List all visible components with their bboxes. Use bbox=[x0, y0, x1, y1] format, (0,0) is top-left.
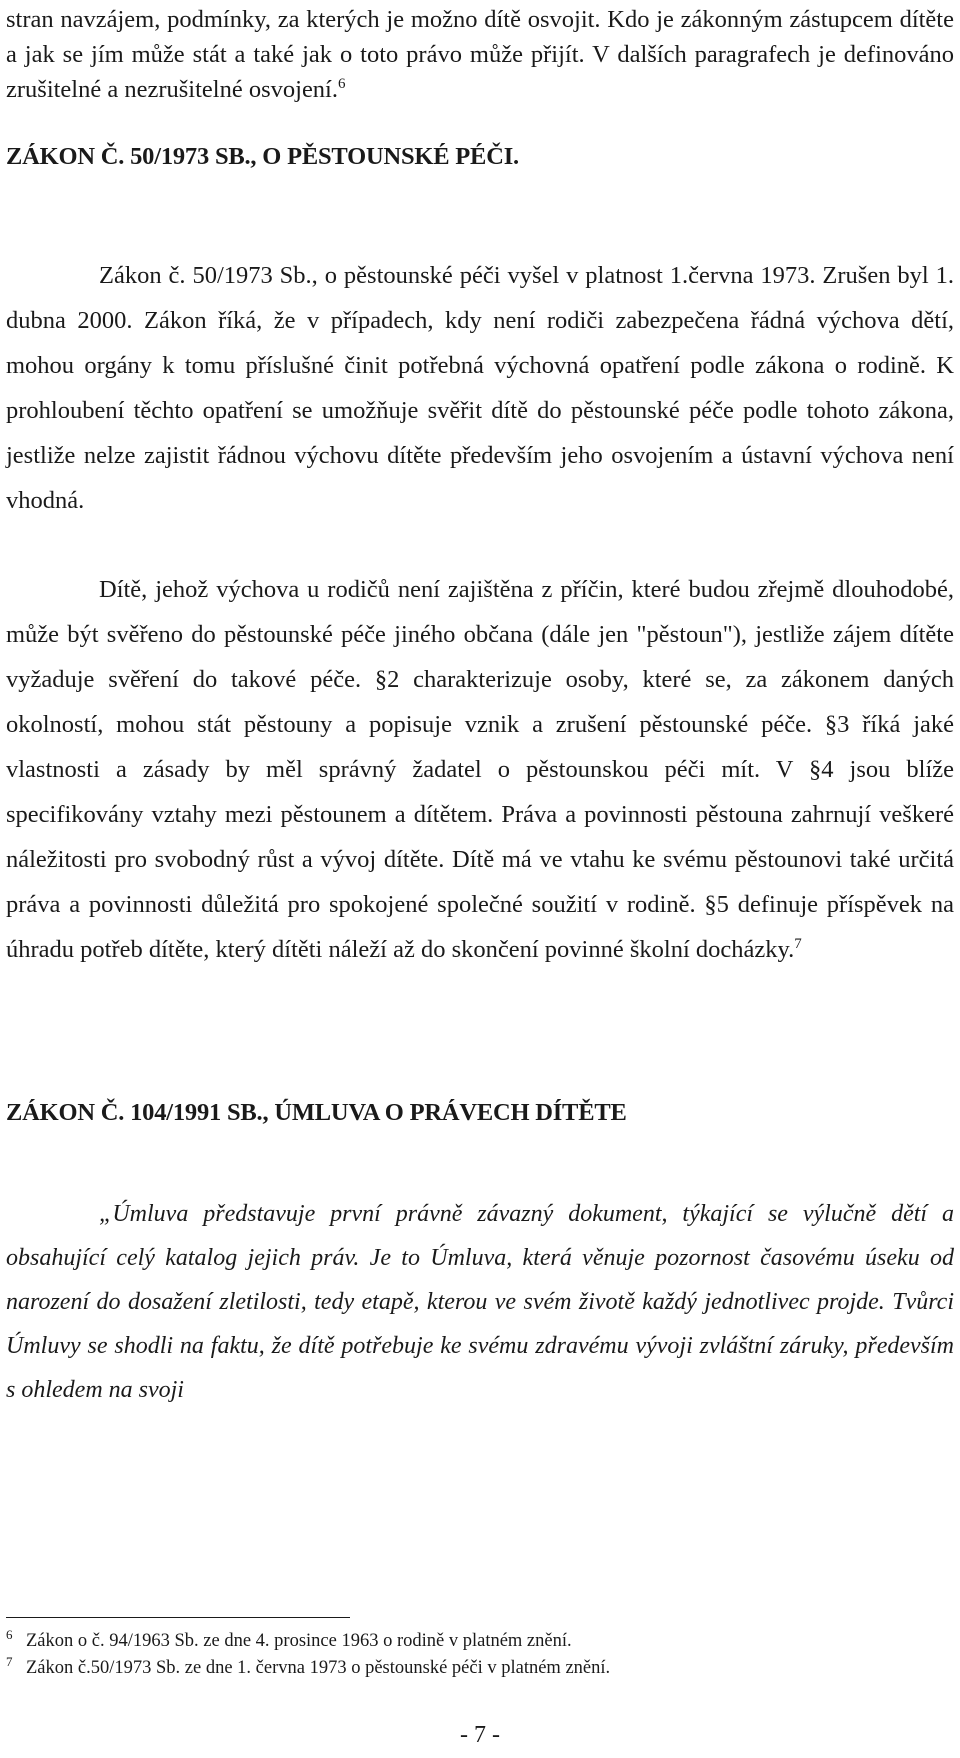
footnote-7-text: Zákon č.50/1973 Sb. ze dne 1. června 1973 o pěstounské péči v platném znění. bbox=[26, 1658, 611, 1678]
paragraph-pestounska-pece-details bbox=[6, 567, 954, 972]
intro-paragraph bbox=[6, 2, 954, 107]
page-number: - 7 - bbox=[460, 1722, 500, 1748]
paragraph-pestounska-pece-details-text: Dítě, jehož výchova u rodičů není zajištěna z příčin, které budou zřejmě dlouhodobé, může být svěřeno do pěstounské péče jiného občana (dále jen "pěstoun"), jestliže zájem dítěte vyžaduje svěření do takové péče. §2 charakterizuje osoby, které se, za zákonem daných okolností, mohou stát pěstouny a popisuje vznik a zrušení pěstounské péče. §3 říká jaké vlastnosti a zásady by měl správný žadatel o pěstounskou péči mít. V §4 jsou blíže specifikovány vztahy mezi pěstounem a dítětem. Práva a povinnosti pěstouna zahrnují veškeré náležitosti pro svobodný růst a vývoj dítěte. Dítě má ve vtahu ke svému pěstounovi také určitá práva a povinnosti důležitá pro spokojené společné soužití v rodině. §5 definuje příspěvek na úhradu potřeb dítěte, který dítěti náleží až do skončení povinné školní docházky. bbox=[6, 576, 954, 963]
footnote-6: 6 Zákon o č. 94/1963 Sb. ze dne 4. prosince 1963 o rodině v platném znění. bbox=[6, 1626, 572, 1651]
section-heading-pestounska-pece: ZÁKON Č. 50/1973 SB., O PĚSTOUNSKÉ PÉČI. bbox=[6, 143, 519, 170]
footnote-separator bbox=[6, 1617, 350, 1618]
footnote-ref-6[interactable]: 6 bbox=[338, 75, 346, 92]
paragraph-pestounska-pece-intro: Zákon č. 50/1973 Sb., o pěstounské péči vyšel v platnost 1.června 1973. Zrušen byl 1. dubna 2000. Zákon říká, že v případech, kdy není rodiči zabezpečena řádná výchova dětí, mohou orgány k tomu příslušné činit potřebná výchovná opatření podle zákona o rodině. K prohloubení těchto opatření se umožňuje svěřit dítě do pěstounské péče podle tohoto zákona, jestliže nelze zajistit řádnou výchovu dítěte především jeho osvojením a ústavní výchova není vhodná. bbox=[6, 262, 954, 514]
intro-paragraph-text: stran navzájem, podmínky, za kterých je možno dítě osvojit. Kdo je zákonným zástupcem dítěte a jak se jím může stát a také jak o toto právo může přijít. V dalších paragrafech je definováno zrušitelné a nezrušitelné osvojení. bbox=[6, 6, 954, 103]
quote-umluva: „Úmluva představuje první právně závazný dokument, týkající se výlučně dětí a obsahující celý katalog jejich práv. Je to Úmluva, která věnuje pozornost časovému úseku od narození do dosažení zletilosti, tedy etapě, kterou ve svém životě každý jednotlivec projde. Tvůrci Úmluvy se shodli na faktu, že dítě potřebuje ke svému zdravému vývoji zvláštní záruky, především s ohledem na svoji bbox=[6, 1201, 954, 1403]
footnote-ref-7[interactable]: 7 bbox=[794, 935, 802, 952]
section-heading-umluva-o-pravech-ditete: ZÁKON Č. 104/1991 SB., ÚMLUVA O PRÁVECH DÍTĚTE bbox=[6, 1099, 627, 1126]
footnote-6-text: Zákon o č. 94/1963 Sb. ze dne 4. prosince 1963 o rodině v platném znění. bbox=[26, 1631, 572, 1651]
footnote-7: 7 Zákon č.50/1973 Sb. ze dne 1. června 1973 o pěstounské péči v platném znění. bbox=[6, 1653, 611, 1678]
